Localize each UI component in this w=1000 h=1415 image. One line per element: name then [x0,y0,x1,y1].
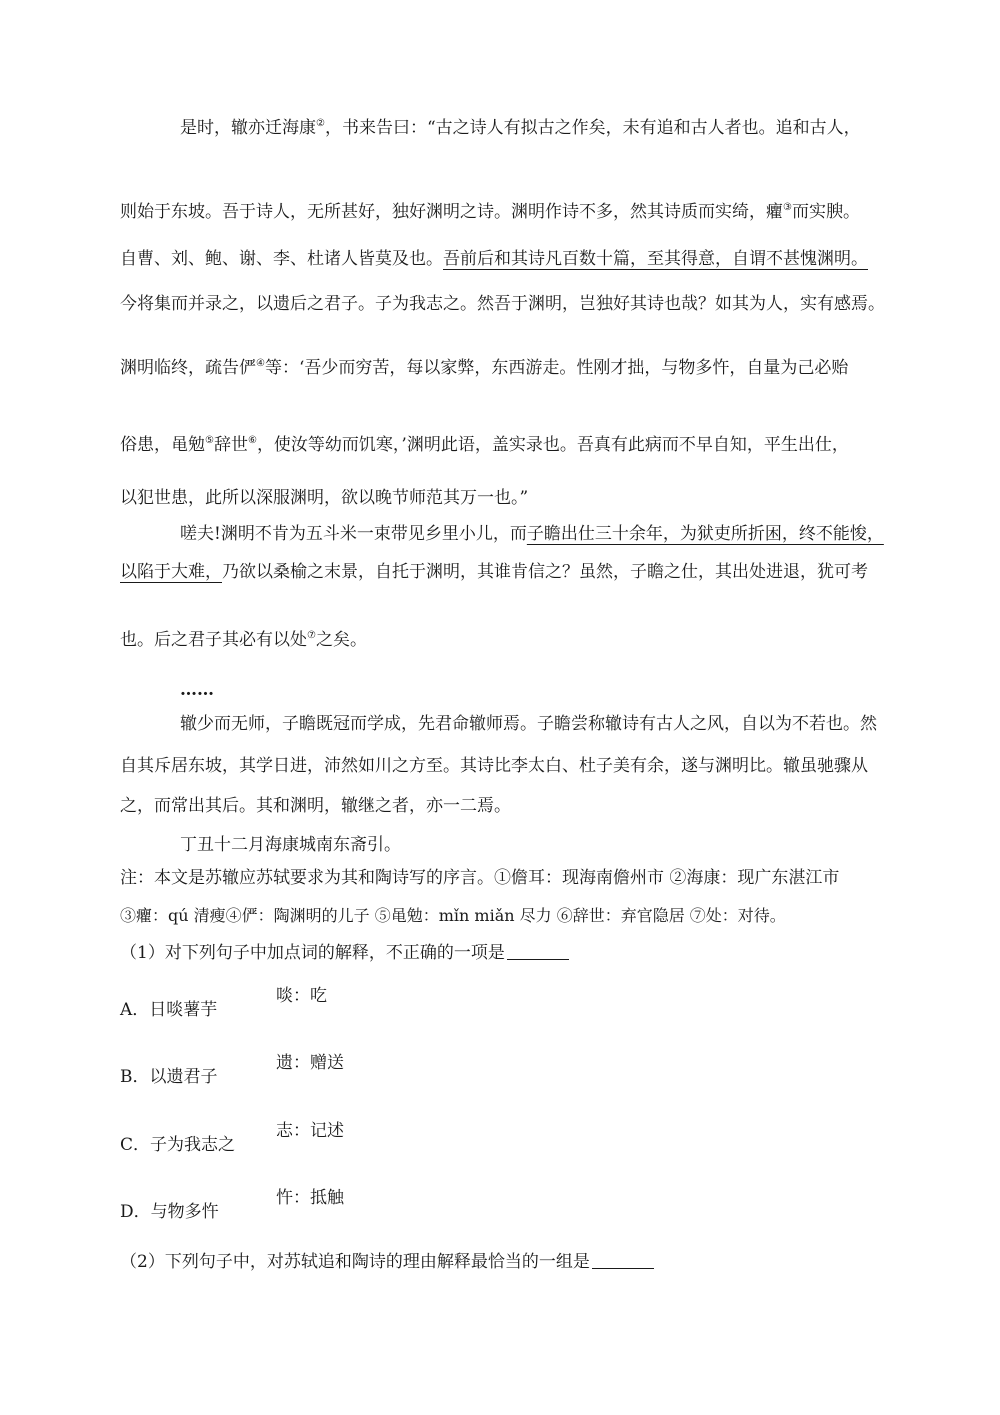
option-d-gloss: 忤：抵触 [276,1188,344,1208]
footnote-marker: ⑤ [205,435,214,446]
option-b-gloss: 遗：赠送 [276,1053,344,1073]
passage-line: 嗟夫!渊明不肯为五斗米一束带见乡里小儿，而子瞻出仕三十余年，为狱吏所折困，终不能悛， [180,524,884,544]
option-a: A．日啖薯芋 [120,1000,218,1020]
footnote-marker: ③ [783,202,792,213]
option-b: B．以遗君子 [120,1067,218,1087]
footnote-marker: ④ [256,358,265,369]
passage-line: 之，而常出其后。其和渊明，辙继之者，亦一二焉。 [120,796,511,816]
passage-line: 是时，辙亦迁海康②，书来告曰：“古之诗人有拟古之作矣，未有追和古人者也。追和古人， [180,118,861,138]
answer-blank[interactable] [507,943,569,960]
answer-blank[interactable] [592,1252,654,1269]
signoff: 丁丑十二月海康城南东斋引。 [180,835,401,855]
underlined-sentence: 以陷于大难， [120,562,222,582]
option-d: D．与物多忤 [120,1202,219,1222]
option-c-gloss: 志：记述 [276,1121,344,1141]
passage-line: 自曹、刘、鲍、谢、李、杜诸人皆莫及也。吾前后和其诗凡百数十篇，至其得意，自谓不甚愧渊明。 [120,249,868,269]
passage-line: 今将集而并录之，以遗后之君子。子为我志之。然吾于渊明，岂独好其诗也哉？如其为人，实有感焉。 [120,294,885,314]
footnote-marker: ⑦ [307,630,316,641]
passage-line: 也。后之君子其必有以处⑦之矣。 [120,630,367,650]
passage-line: 以犯世患，此所以深服渊明，欲以晚节师范其万一也。” [120,488,529,508]
underlined-sentence: 吾前后和其诗凡百数十篇，至其得意，自谓不甚愧渊明。 [443,249,868,269]
passage-line: 辙少而无师，子瞻既冠而学成，先君命辙师焉。子瞻尝称辙诗有古人之风，自以为不若也。然 [180,714,877,734]
notes-line: 注：本文是苏辙应苏轼要求为其和陶诗写的序言。①儋耳：现海南儋州市 ②海康：现广东湛江市 [120,868,840,888]
passage-line: 以陷于大难，乃欲以桑榆之末景，自托于渊明，其谁肯信之？虽然，子瞻之仕，其出处进退，犹可考 [120,562,868,582]
footnote-marker: ② [316,118,325,129]
passage-line: 则始于东坡。吾于诗人，无所甚好，独好渊明之诗。渊明作诗不多，然其诗质而实绮，癯③而实腴。 [120,202,860,222]
passage-line: 渊明临终，疏告俨④等：‘吾少而穷苦，每以家弊，东西游走。性刚才拙，与物多忤，自量为己必贻 [120,358,849,378]
notes-line: ③癯：qú 清瘦④俨：陶渊明的儿子 ⑤黾勉：mǐn miǎn 尽力 ⑥辞世：弃官隐居 ⑦处：对待。 [120,906,786,925]
footnote-marker: ⑥ [247,435,257,446]
option-a-gloss: 啖：吃 [276,986,327,1006]
option-c: C．子为我志之 [120,1135,236,1155]
passage-line: 自其斥居东坡，其学日进，沛然如川之方至。其诗比李太白、杜子美有余，遂与渊明比。辙虽驰骤从 [120,756,868,776]
ellipsis: …… [180,680,214,700]
underlined-sentence: 子瞻出仕三十余年，为狱吏所折困，终不能悛， [526,524,884,544]
passage-line: 俗患，黾勉⑤辞世⑥，使汝等幼而饥寒，’渊明此语，盖实录也。吾真有此病而不早自知，平生出仕， [120,435,849,455]
question-1-prompt: （1）对下列句子中加点词的解释，不正确的一项是 [120,941,569,965]
question-2-prompt: （2）下列句子中，对苏轼追和陶诗的理由解释最恰当的一组是 [120,1250,654,1274]
